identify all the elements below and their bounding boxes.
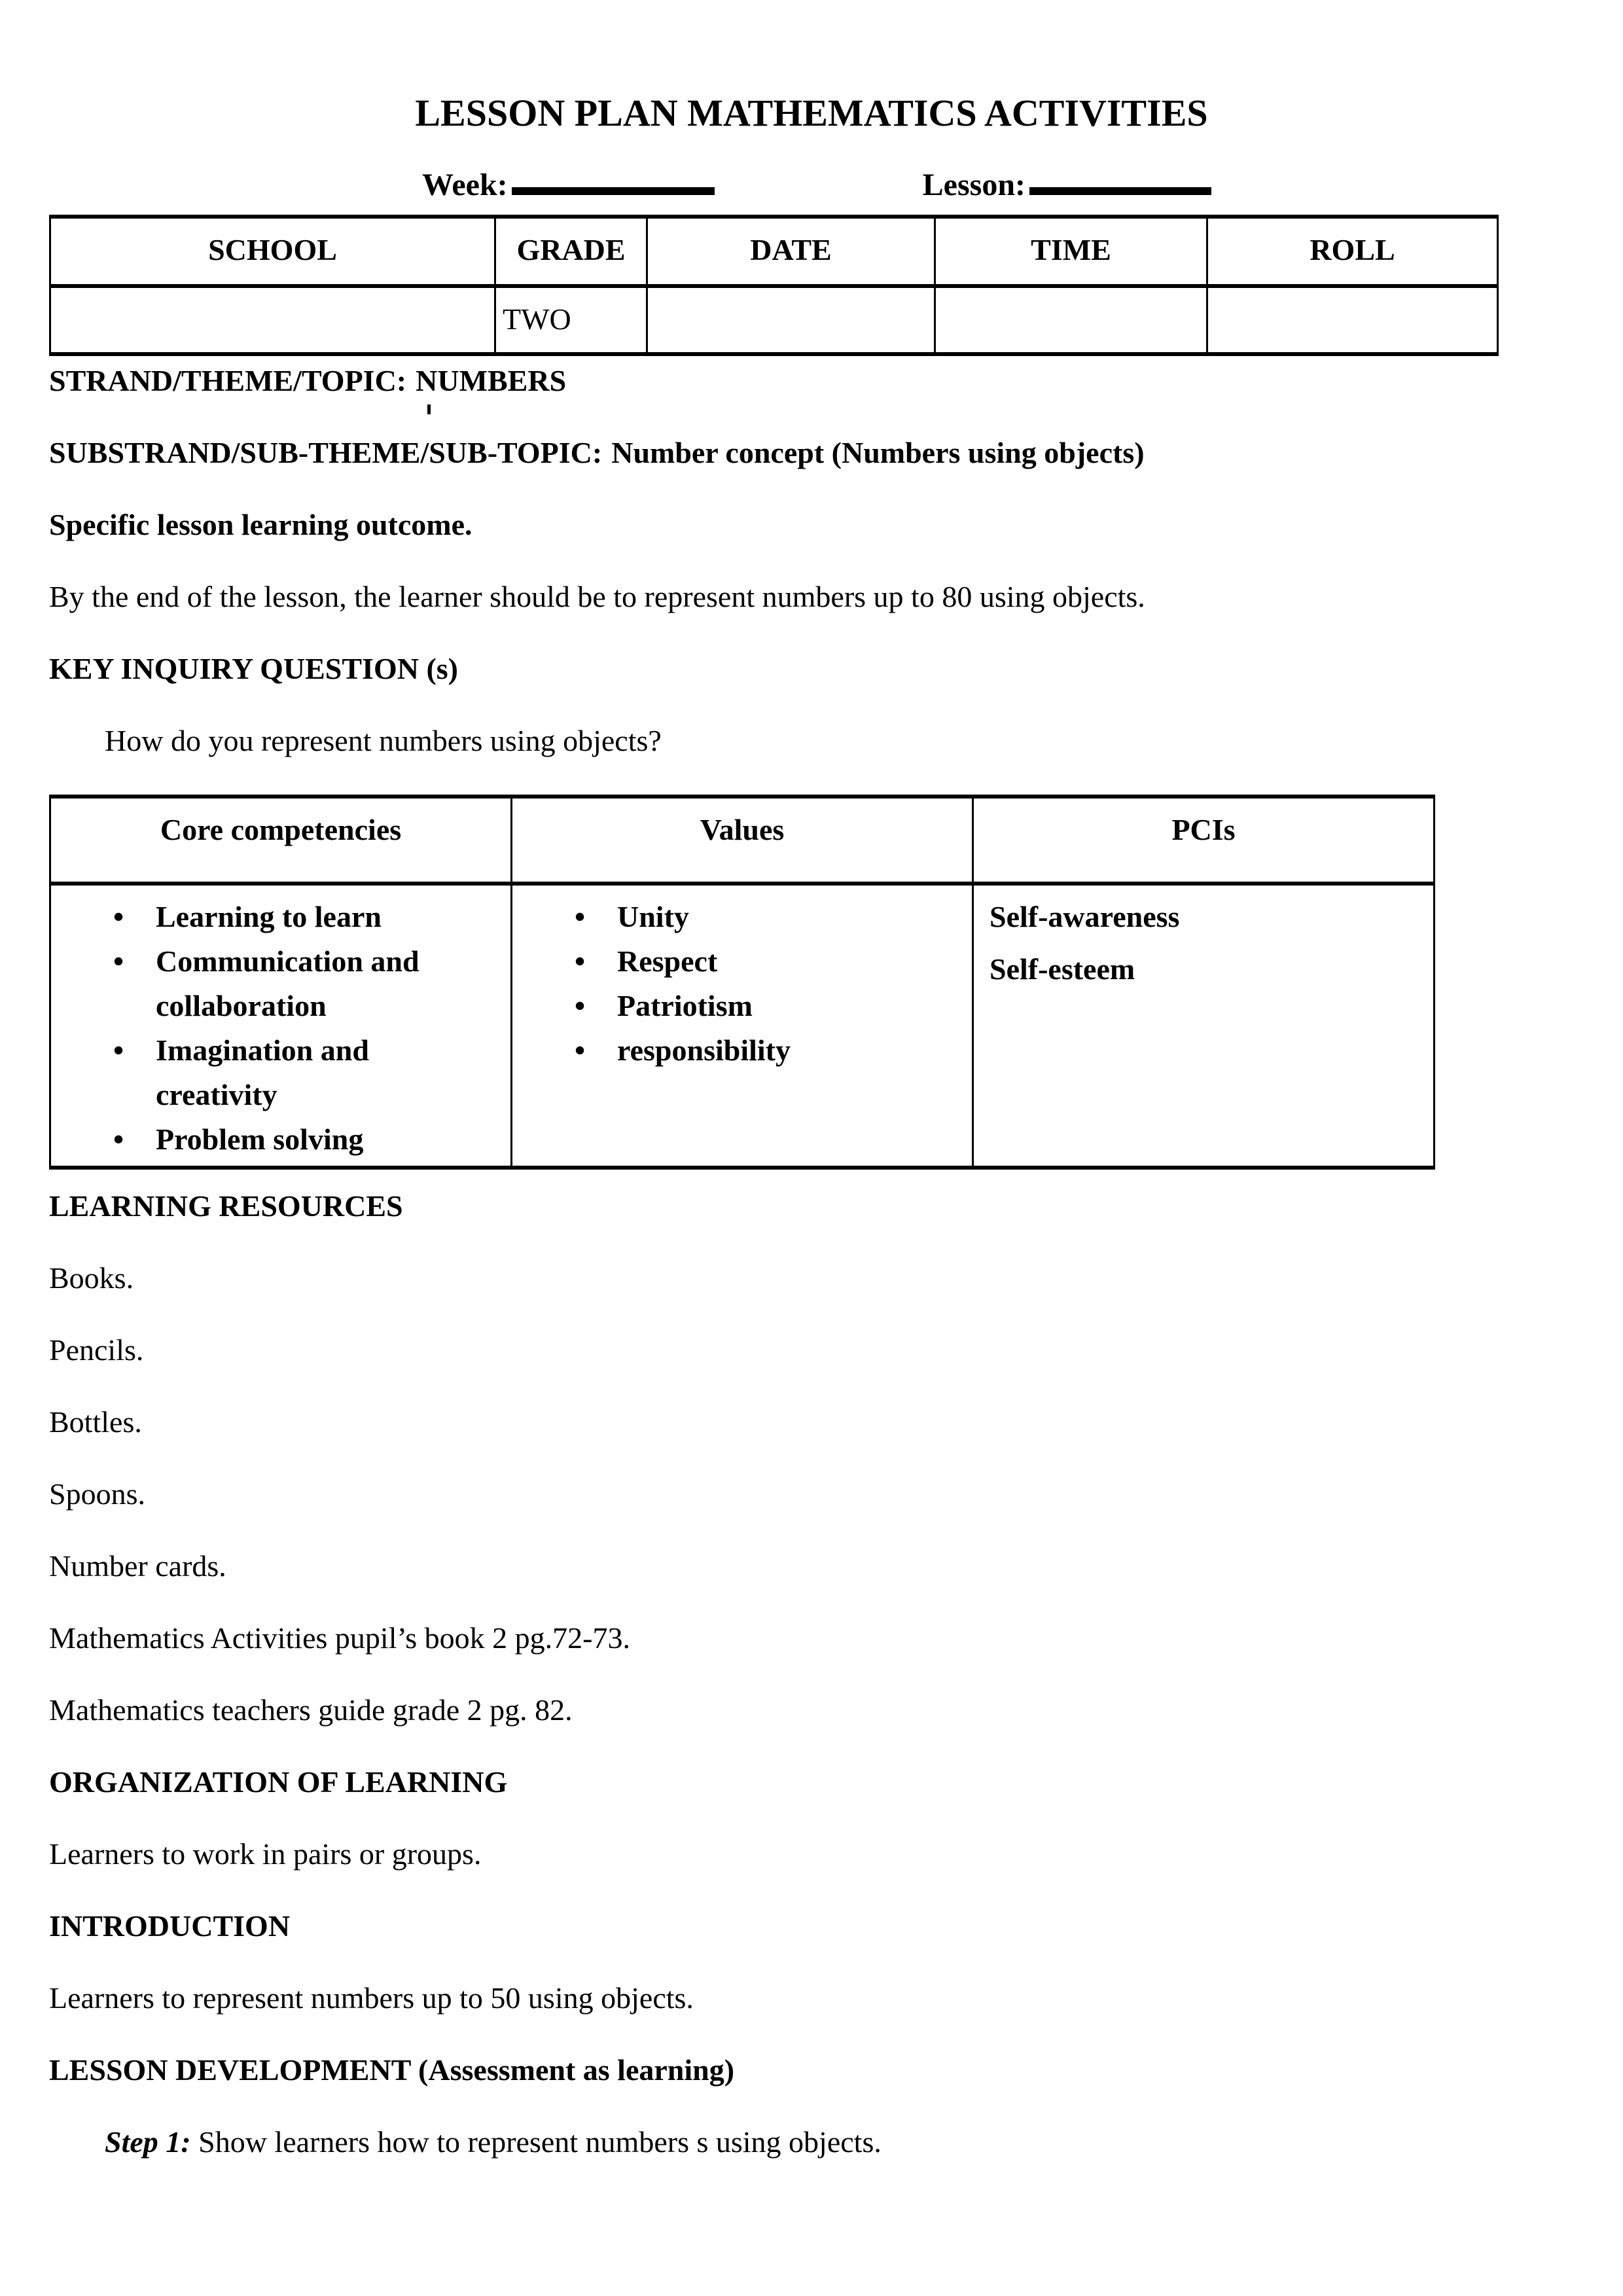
bullet-item: • Imagination and creativity [113, 1028, 497, 1117]
introduction-text: Learners to represent numbers up to 50 using objects. [49, 1981, 694, 2015]
values-cell [512, 884, 973, 1168]
lesson-development-heading: LESSON DEVELOPMENT (Assessment as learning) [49, 2053, 735, 2087]
core-competencies-cell [50, 884, 512, 1168]
step-1-label: Step 1: [105, 2125, 191, 2159]
substrand-value: Number concept (Numbers using objects) [611, 436, 1145, 469]
core-competencies-list [64, 895, 497, 1162]
grade-value-cell: TWO [495, 286, 647, 354]
info-col-school: SCHOOL [50, 217, 495, 286]
bullet-item: • Unity [575, 895, 959, 939]
school-value-cell [50, 286, 495, 354]
resource-item: Spoons. [49, 1477, 145, 1511]
bullet-item: • responsibility [575, 1028, 959, 1073]
page-title: LESSON PLAN MATHEMATICS ACTIVITIES [415, 92, 1208, 134]
key-inquiry-heading: KEY INQUIRY QUESTION (s) [49, 652, 458, 685]
key-inquiry-question: How do you represent numbers using objects? [105, 724, 662, 757]
strand-value: NUMBERS [416, 364, 567, 397]
pci-item: Self-awareness [990, 900, 1180, 933]
bullet-item: • Problem solving [113, 1117, 497, 1162]
info-table [49, 215, 1499, 356]
bullet-item: • Patriotism [575, 984, 959, 1028]
resource-item: Number cards. [49, 1549, 226, 1583]
col-core-competencies: Core competencies [50, 797, 512, 884]
learning-resources-heading: LEARNING RESOURCES [49, 1189, 403, 1223]
outcome-heading: Specific lesson learning outcome. [49, 508, 473, 541]
outcome-text: By the end of the lesson, the learner should be to represent numbers up to 80 using objects. [49, 580, 1145, 613]
step-1-text: Show learners how to represent numbers s using objects. [190, 2125, 882, 2159]
values-list [526, 895, 959, 1073]
organization-heading: ORGANIZATION OF LEARNING [49, 1765, 508, 1799]
lesson-label: Lesson: [922, 168, 1026, 202]
competency-header-row [50, 797, 1435, 884]
lesson-underline [1029, 181, 1211, 195]
resource-item: Books. [49, 1261, 134, 1295]
stray-mark [427, 404, 431, 414]
resource-item: Mathematics Activities pupil’s book 2 pg.72-73. [49, 1621, 630, 1655]
roll-value-cell [1207, 286, 1498, 354]
date-value-cell [647, 286, 935, 354]
week-label: Week: [422, 168, 508, 202]
info-col-time: TIME [935, 217, 1207, 286]
organization-text: Learners to work in pairs or groups. [49, 1837, 482, 1871]
introduction-heading: INTRODUCTION [49, 1909, 291, 1943]
info-table-value-row [50, 286, 1498, 354]
col-values: Values [512, 797, 973, 884]
strand-label: STRAND/THEME/TOPIC: [49, 364, 407, 397]
resource-item: Pencils. [49, 1333, 144, 1367]
info-col-roll: ROLL [1207, 217, 1498, 286]
bullet-item: • Learning to learn [113, 895, 497, 939]
step-1-line [49, 2124, 1574, 2161]
resource-item: Mathematics teachers guide grade 2 pg. 82. [49, 1693, 573, 1727]
info-col-grade: GRADE [495, 217, 647, 286]
pcis-cell [973, 884, 1435, 1168]
week-lesson-line [422, 166, 1574, 204]
substrand-label: SUBSTRAND/SUB-THEME/SUB-TOPIC: [49, 436, 603, 469]
info-table-header-row [50, 217, 1498, 286]
substrand-line [49, 435, 1574, 471]
bullet-item: • Communication and collaboration [113, 939, 497, 1028]
col-pcis: PCIs [973, 797, 1435, 884]
bullet-item: • Respect [575, 939, 959, 984]
resource-item: Bottles. [49, 1405, 142, 1439]
week-underline [512, 181, 715, 195]
competency-table [49, 795, 1435, 1170]
pci-item: Self-esteem [990, 952, 1135, 986]
strand-line [49, 363, 1574, 399]
time-value-cell [935, 286, 1207, 354]
info-col-date: DATE [647, 217, 935, 286]
competency-body-row [50, 884, 1435, 1168]
